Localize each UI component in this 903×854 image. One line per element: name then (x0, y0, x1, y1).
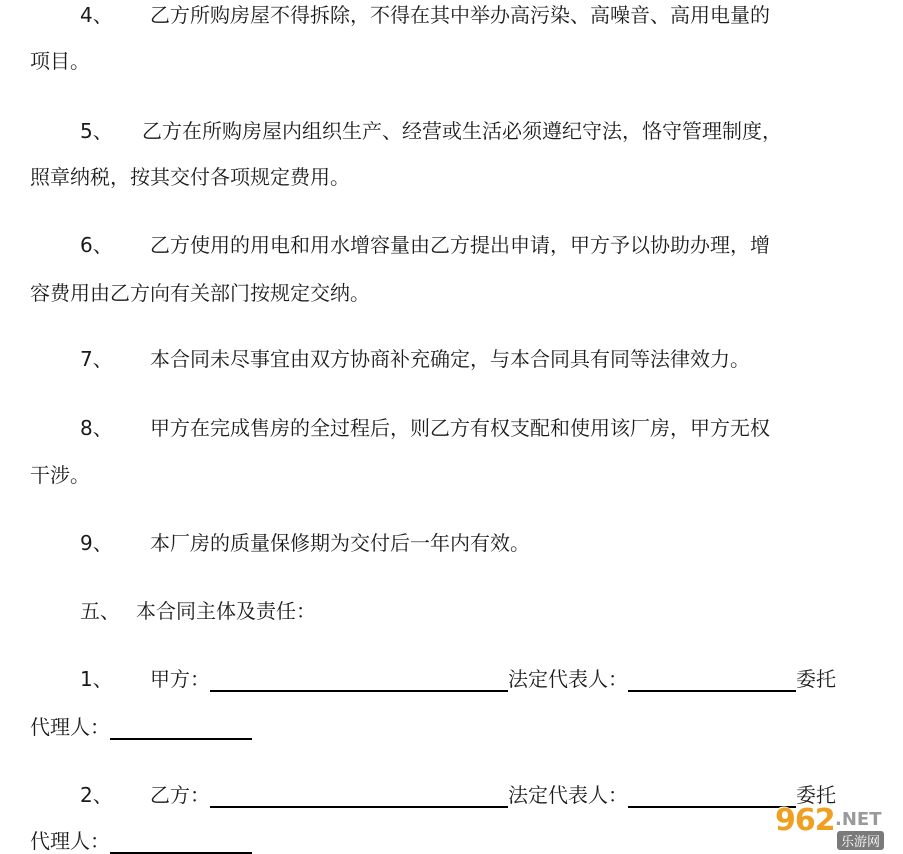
watermark-suffix: .NET (835, 809, 882, 830)
paragraph-number: 8、 (80, 416, 113, 440)
party-number: 2、 (80, 783, 113, 807)
paragraph-text: 容费用由乙方向有关部门按规定交纳。 (30, 281, 370, 305)
legal-rep-label: 法定代表人： (508, 667, 628, 691)
paragraph-number: 5、 (80, 119, 113, 143)
party-a-line2 (30, 714, 252, 740)
site-watermark (769, 803, 899, 851)
agent-label-part2: 代理人： (30, 715, 110, 739)
legal-rep-label: 法定代表人： (508, 783, 628, 807)
party-b-line1 (80, 782, 836, 808)
party-label: 乙方： (150, 783, 210, 807)
paragraph-text: 本厂房的质量保修期为交付后一年内有效。 (150, 531, 530, 555)
watermark-logo-text: 962 (775, 803, 835, 838)
paragraph-text: 本合同未尽事宜由双方协商补充确定，与本合同具有同等法律效力。 (150, 347, 750, 371)
paragraph-text: 乙方使用的用电和用水增容量由乙方提出申请，甲方予以协助办理，增 (150, 233, 770, 257)
paragraph-number: 4、 (80, 3, 113, 27)
paragraph-7-line1 (80, 346, 750, 372)
paragraph-text: 项目。 (30, 49, 90, 73)
party-a-line1 (80, 666, 836, 692)
paragraph-text: 甲方在完成售房的全过程后，则乙方有权支配和使用该厂房，甲方无权 (150, 416, 770, 440)
paragraph-4-line1 (80, 2, 770, 28)
party-number: 1、 (80, 667, 113, 691)
section-title: 本合同主体及责任： (136, 599, 316, 623)
paragraph-text: 乙方所购房屋不得拆除，不得在其中举办高污染、高噪音、高用电量的 (150, 3, 770, 27)
paragraph-text: 照章纳税，按其交付各项规定费用。 (30, 165, 350, 189)
paragraph-6-line2 (30, 280, 370, 306)
party-a-agent-blank[interactable] (110, 716, 252, 740)
party-b-line2 (30, 828, 252, 854)
agent-label-part2: 代理人： (30, 829, 110, 853)
party-label: 甲方： (150, 667, 210, 691)
paragraph-9-line1 (80, 530, 530, 556)
paragraph-number: 9、 (80, 531, 113, 555)
paragraph-5-line2 (30, 164, 350, 190)
paragraph-text: 乙方在所购房屋内组织生产、经营或生活必须遵纪守法，恪守管理制度， (142, 119, 782, 143)
agent-label-part1: 委托 (796, 783, 836, 807)
paragraph-8-line2 (30, 462, 90, 488)
section-number: 五、 (80, 599, 120, 623)
paragraph-4-line2 (30, 48, 90, 74)
party-a-rep-blank[interactable] (628, 668, 796, 692)
paragraph-number: 6、 (80, 233, 113, 257)
party-a-name-blank[interactable] (210, 668, 508, 692)
paragraph-text: 干涉。 (30, 463, 90, 487)
section-heading (80, 598, 316, 624)
agent-label-part1: 委托 (796, 667, 836, 691)
paragraph-number: 7、 (80, 347, 113, 371)
paragraph-6-line1 (80, 232, 770, 258)
watermark-subtitle: 乐游网 (837, 831, 884, 850)
paragraph-5-line1 (80, 118, 782, 144)
party-b-agent-blank[interactable] (110, 830, 252, 854)
party-b-name-blank[interactable] (210, 784, 508, 808)
paragraph-8-line1 (80, 415, 770, 441)
